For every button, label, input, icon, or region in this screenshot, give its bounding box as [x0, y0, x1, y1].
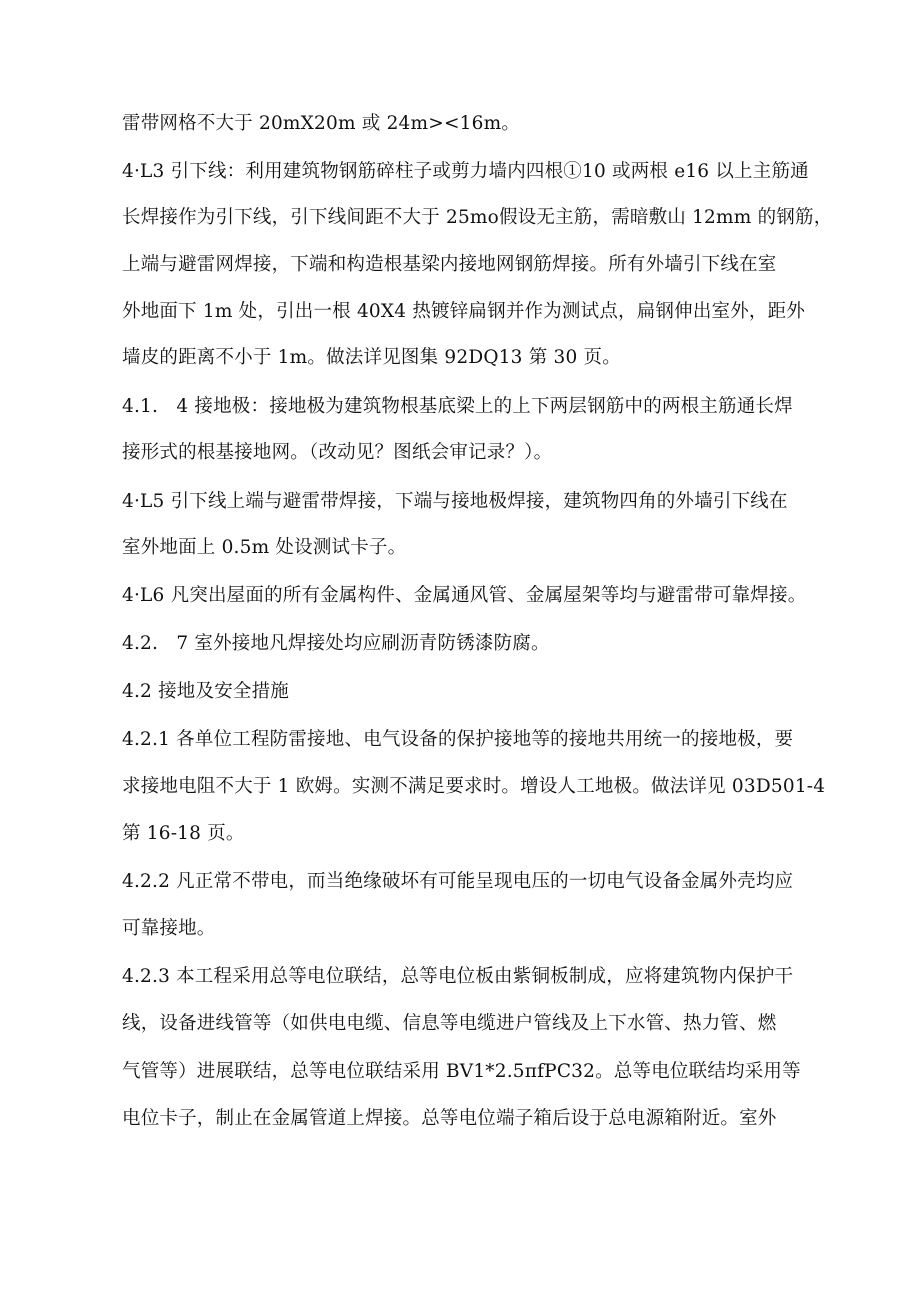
text-line: 4.2. 7 室外接地凡焊接处均应刷沥青防锈漆防腐。 [122, 633, 550, 654]
text-line: 线，设备进线管等（如供电电缆、信息等电缆进户管线及上下水管、热力管、燃 [122, 1013, 777, 1034]
text-line: 4.2.2 凡正常不带电，而当绝缘破坏有可能呈现电压的一切电气设备金属外壳均应 [122, 871, 794, 892]
text-line: 外地面下 1m 处，引出一根 40X4 热镀锌扁钢并作为测试点，扁钢伸出室外，距外 [122, 301, 806, 322]
text-line: 4·L5 引下线上端与避雷带焊接，下端与接地极焊接，建筑物四角的外墙引下线在 [122, 491, 788, 512]
text-line: 上端与避雷网焊接，下端和构造根基梁内接地网钢筋焊接。所有外墙引下线在室 [122, 254, 777, 275]
text-line: 4.1. 4 接地极：接地极为建筑物根基底梁上的上下两层钢筋中的两根主筋通长焊 [122, 396, 793, 417]
text-line: 可靠接地。 [122, 918, 216, 939]
text-line: 4.2 接地及安全措施 [122, 681, 290, 702]
text-line: 求接地电阻不大于 1 欧姆。实测不满足要求时。增设人工地极。做法详见 03D501-4 [122, 776, 826, 797]
text-line: 4·L6 凡突出屋面的所有金属构件、金属通风管、金属屋架等均与避雷带可靠焊接。 [122, 585, 807, 606]
text-line: 室外地面上 0.5m 处设测试卡子。 [122, 537, 407, 558]
text-line: 4.2.1 各单位工程防雷接地、电气设备的保护接地等的接地共用统一的接地极，要 [122, 729, 794, 750]
text-line: 4.2.3 本工程采用总等电位联结，总等电位板由紫铜板制成，应将建筑物内保护干 [122, 966, 794, 987]
text-line: 接形式的根基接地网。（改动见？图纸会审记录？）。 [122, 442, 553, 463]
text-line: 雷带网格不大于 20mX20m 或 24m><16m。 [122, 113, 521, 134]
text-line: 长焊接作为引下线，引下线间距不大于 25mo假设无主筋，需暗敷山 12mm 的钢筋， [122, 207, 833, 228]
text-line: 4·L3 引下线：利用建筑物钢筋碎柱子或剪力墙内四根①10 或两根 e16 以上主筋通 [122, 161, 809, 182]
text-line: 电位卡子，制止在金属管道上焊接。总等电位端子箱后设于总电源箱附近。室外 [122, 1108, 777, 1129]
text-line: 第 16-18 页。 [122, 823, 245, 844]
text-line: 墙皮的距离不小于 1m。做法详见图集 92DQ13 第 30 页。 [122, 347, 621, 368]
text-line: 气管等）进展联结，总等电位联结采用 BV1*2.5πfPC32。总等电位联结均采用等 [122, 1061, 801, 1082]
